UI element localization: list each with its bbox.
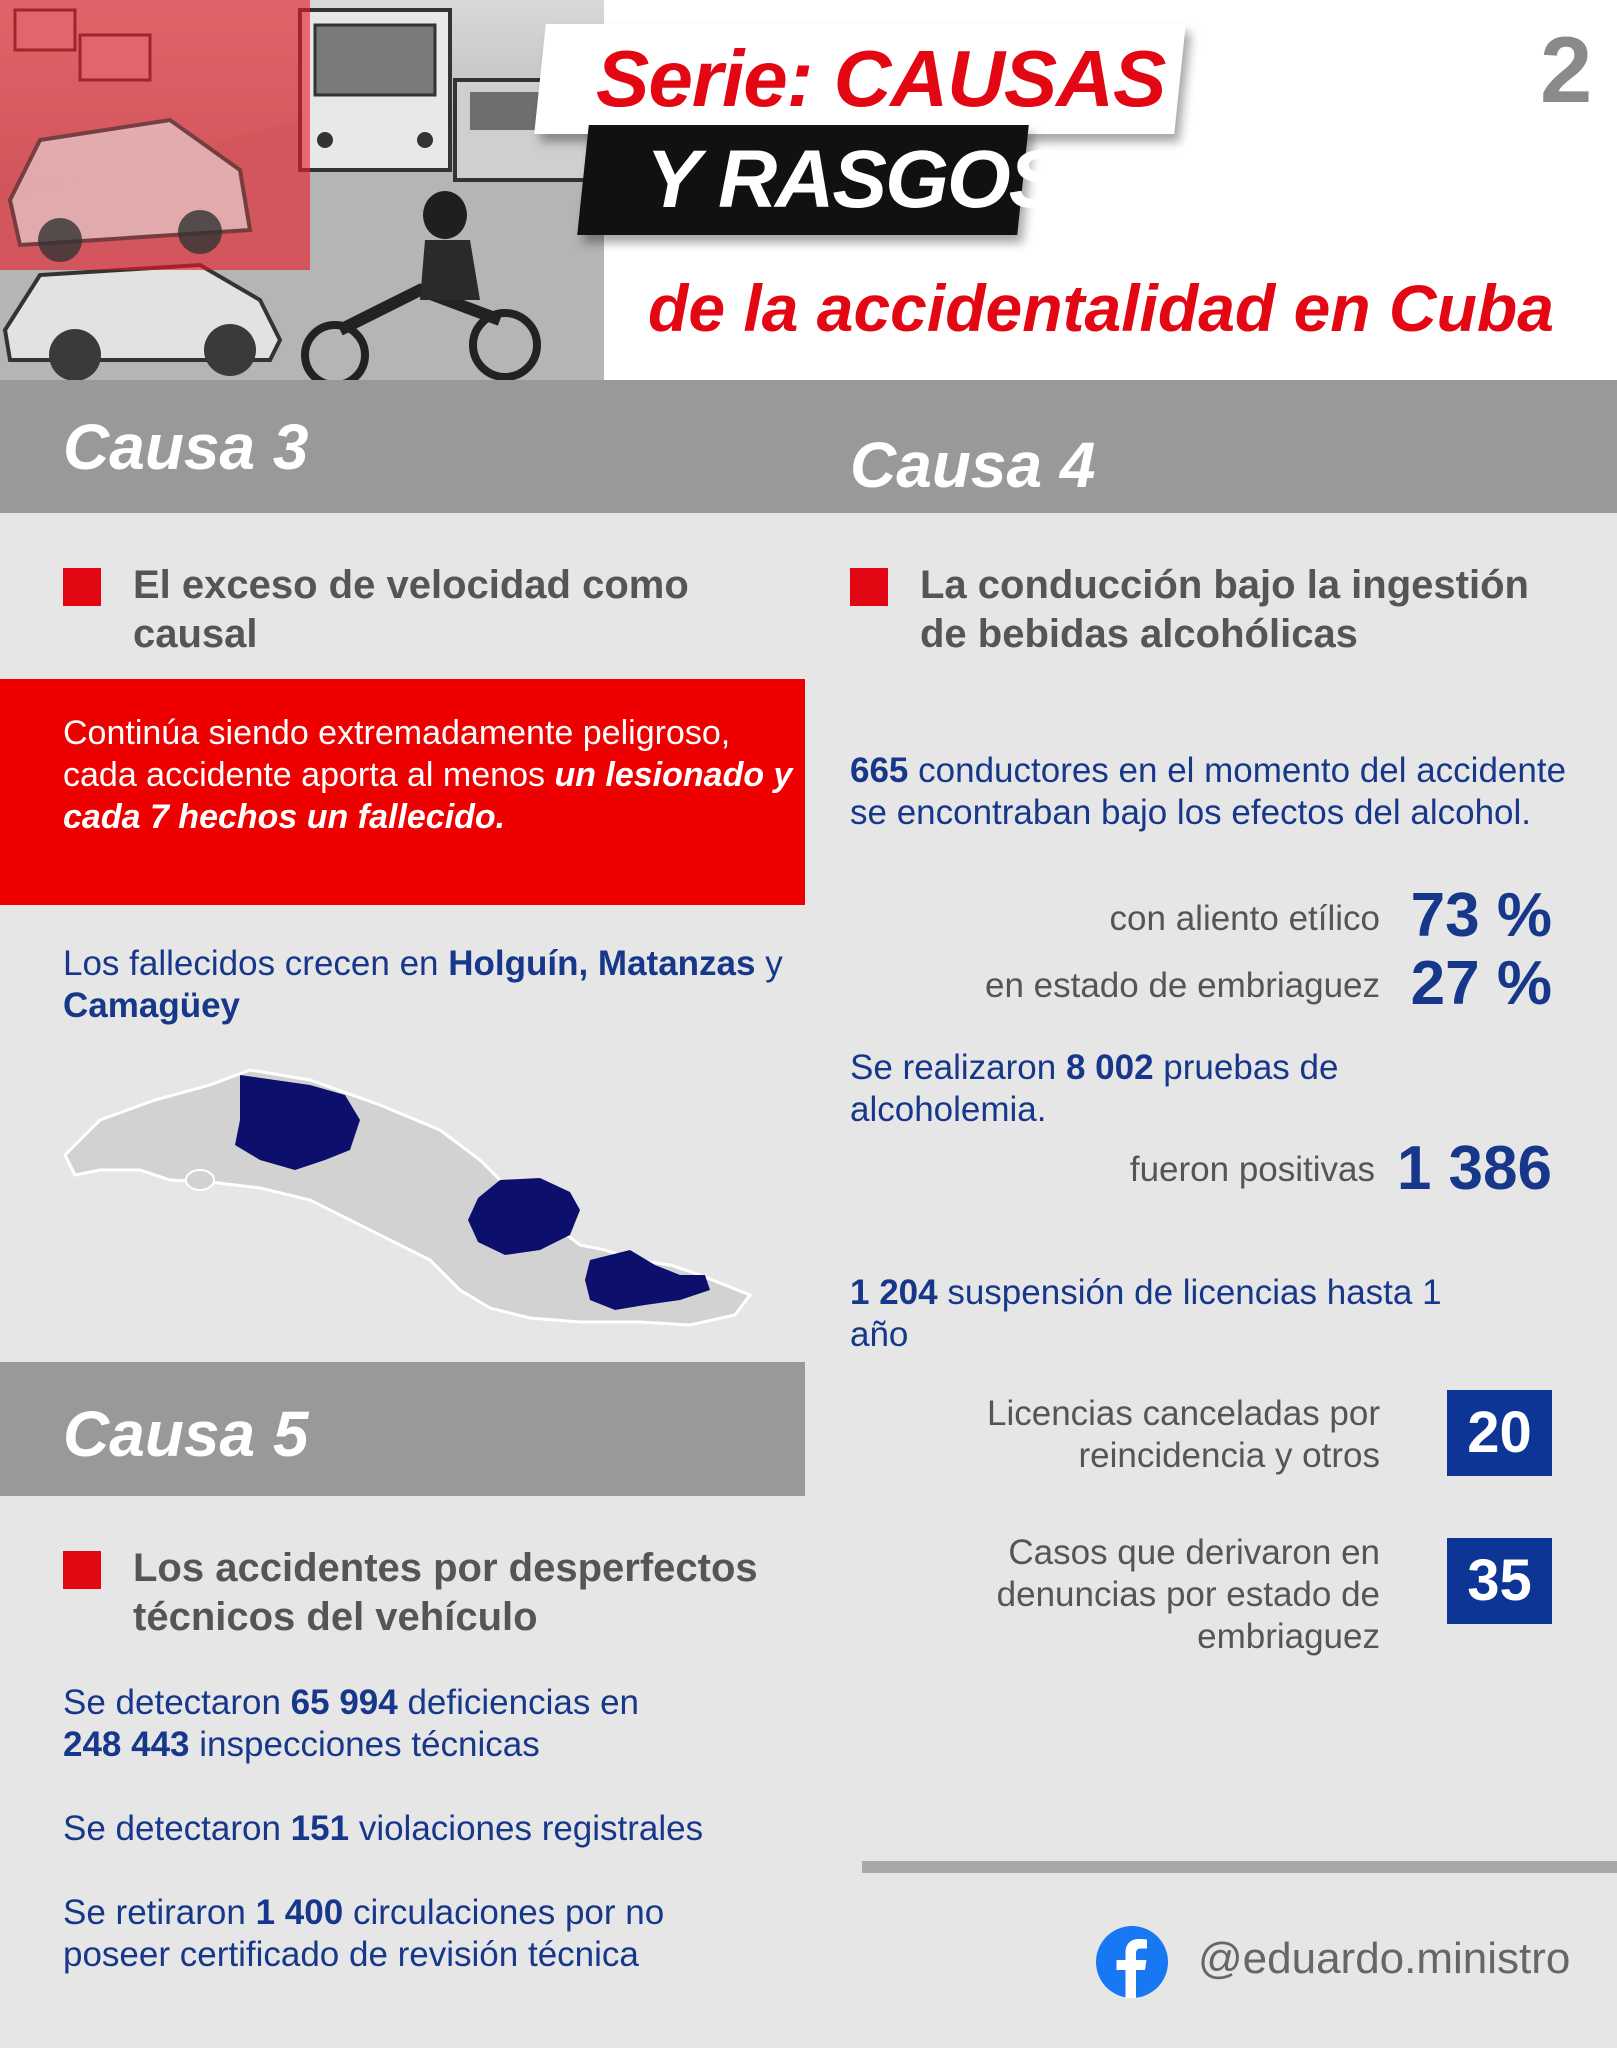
causa-5-title: Causa 5: [63, 1398, 309, 1470]
provinces-text: [63, 943, 803, 1027]
highlight-text-emphasis: un lesionado y cada 7 hechos un fallecido.: [63, 756, 793, 836]
provinces-bold-1: Holguín, Matanzas: [448, 944, 756, 983]
drivers-description: conductores en el momento del accidente se encontraban bajo los efectos del alcohol.: [850, 751, 1567, 832]
series-tagline: de la accidentalidad en Cuba: [648, 271, 1554, 345]
social-handle[interactable]: @eduardo.ministro: [1198, 1934, 1571, 1983]
canceladas-value: 20: [1447, 1390, 1552, 1476]
denuncias-label: Casos que derivaron en denuncias por estado de embriaguez: [996, 1533, 1380, 1656]
causa-5-heading: Los accidentes por desperfectos técnicos del vehículo: [133, 1546, 758, 1639]
positivas-value: 1 386: [1396, 1134, 1552, 1203]
bullet-icon: [850, 568, 888, 606]
bullet-icon: [63, 1551, 101, 1589]
pruebas-prefix: Se realizaron: [850, 1048, 1057, 1087]
canceladas-label: Licencias canceladas por reincidencia y otros: [986, 1394, 1380, 1475]
violaciones-text: [63, 1808, 803, 1850]
inspecciones-mid: deficiencias en: [407, 1683, 640, 1722]
causa-4-heading: La conducción bajo la ingestión de bebidas alcohólicas: [920, 563, 1529, 656]
pruebas-text: [850, 1047, 1410, 1131]
inspecciones-value: 248 443: [63, 1725, 190, 1764]
violaciones-value: 151: [290, 1809, 350, 1848]
embriaguez-label: en estado de embriaguez: [985, 966, 1380, 1005]
suspension-text: [850, 1272, 1470, 1356]
pruebas-value: 8 002: [1065, 1048, 1154, 1087]
denuncias-value: 35: [1447, 1538, 1552, 1624]
causa-4-title: Causa 4: [850, 429, 1096, 501]
pruebas-suffix: pruebas de alcoholemia.: [850, 1048, 1339, 1129]
highlight-text: [63, 712, 803, 838]
bullet-icon: [63, 568, 101, 606]
facebook-icon[interactable]: [1096, 1926, 1168, 1998]
provinces-mid: y: [765, 944, 783, 983]
series-title: Serie: CAUSAS: [596, 34, 1166, 123]
violaciones-suffix: violaciones registrales: [358, 1809, 704, 1848]
inspecciones-text: [63, 1682, 763, 1766]
causa-3-title: Causa 3: [63, 411, 309, 483]
circulaciones-text: [63, 1892, 743, 1976]
series-subtitle: Y RASGOS: [646, 134, 1062, 225]
suspension-value: 1 204: [850, 1273, 938, 1312]
hero-illustration: [0, 0, 604, 380]
page-number: 2: [1540, 17, 1593, 122]
inspecciones-prefix: Se detectaron: [63, 1683, 281, 1722]
circulaciones-suffix: circulaciones por no poseer certificado de revisión técnica: [63, 1893, 665, 1974]
provinces-prefix: Los fallecidos crecen en: [63, 944, 439, 983]
aliento-label: con aliento etílico: [1109, 899, 1380, 938]
aliento-value: 73 %: [1410, 881, 1552, 950]
highlight-text-plain: Continúa siendo extremadamente peligroso, cada accidente aporta al menos: [63, 714, 731, 794]
causa-3-heading: El exceso de velocidad como causal: [133, 563, 689, 656]
embriaguez-value: 27 %: [1410, 949, 1552, 1018]
deficiencias-value: 65 994: [290, 1683, 398, 1722]
inspecciones-suffix: inspecciones técnicas: [199, 1725, 540, 1764]
footer-divider: [862, 1861, 1617, 1873]
circulaciones-prefix: Se retiraron: [63, 1893, 246, 1932]
circulaciones-value: 1 400: [255, 1893, 344, 1932]
cuba-map: [60, 1060, 760, 1340]
positivas-label: fueron positivas: [1129, 1150, 1375, 1189]
suspension-description: suspensión de licencias hasta 1 año: [850, 1273, 1442, 1354]
drivers-value: 665: [850, 751, 909, 790]
provinces-bold-2: Camagüey: [63, 986, 241, 1025]
violaciones-prefix: Se detectaron: [63, 1809, 281, 1848]
drivers-text: [850, 750, 1570, 834]
